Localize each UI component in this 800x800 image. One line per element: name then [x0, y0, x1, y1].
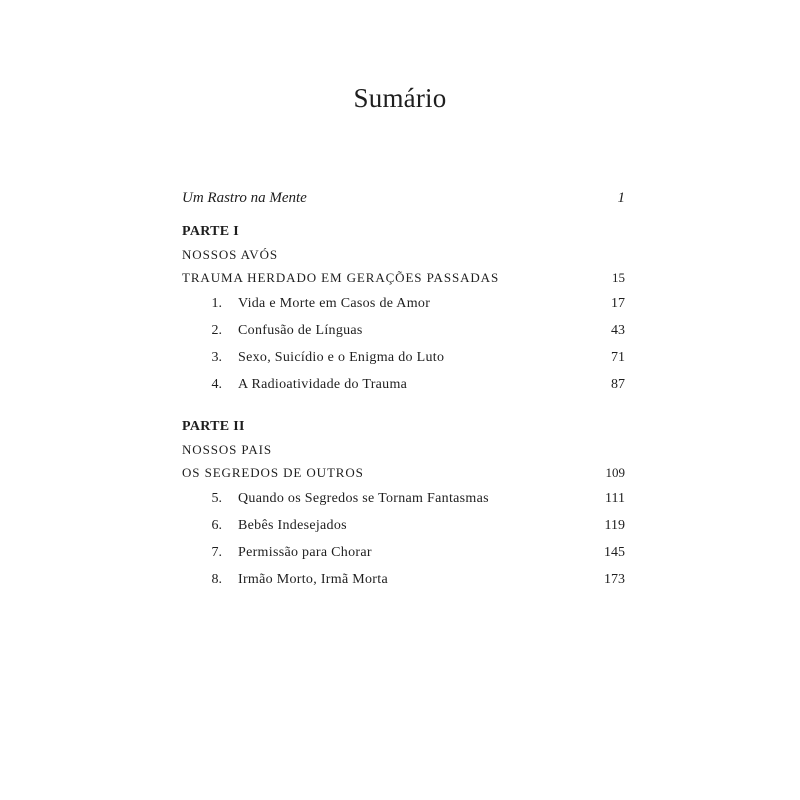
chapter-entry-8: [182, 566, 625, 593]
chapter-number: 4.: [211, 377, 222, 392]
intro-page-number: 1: [617, 190, 625, 206]
chapter-title: Bebês Indesejados: [238, 518, 347, 533]
chapter-entry-3: [182, 344, 625, 371]
chapter-title: A Radioatividade do Trauma: [238, 377, 408, 392]
intro-title: Um Rastro na Mente: [182, 190, 307, 206]
chapter-number: 8.: [211, 572, 222, 587]
part-1-theme: TRAUMA HERDADO EM GERAÇÕES PASSADAS: [182, 270, 500, 285]
part-2-theme-entry: [182, 464, 625, 482]
chapter-page-number: 87: [611, 377, 625, 392]
part-1-theme-page-number: 15: [612, 270, 625, 285]
chapter-title: Quando os Segredos se Tornam Fantasmas: [238, 491, 489, 506]
chapter-entry-6: [182, 512, 625, 539]
chapter-entry-7: [182, 539, 625, 566]
part-2: [182, 418, 625, 593]
part-2-theme-page-number: 109: [605, 465, 625, 480]
chapter-entry-5: [182, 485, 625, 512]
chapter-page-number: 71: [611, 350, 625, 365]
chapter-title: Permissão para Chorar: [238, 545, 372, 560]
part-1-heading: PARTE I: [182, 224, 239, 239]
chapter-number: 7.: [211, 545, 222, 560]
chapter-title: Sexo, Suicídio e o Enigma do Luto: [238, 350, 445, 365]
table-of-contents: [182, 185, 625, 593]
chapter-number: 5.: [211, 491, 222, 506]
part-1: [182, 223, 625, 398]
chapter-number: 3.: [211, 350, 222, 365]
part-2-theme: OS SEGREDOS DE OUTROS: [182, 465, 364, 480]
chapter-page-number: 173: [604, 572, 625, 587]
part-2-subtitle: NOSSOS PAIS: [182, 442, 272, 457]
page-title: Sumário: [353, 83, 447, 113]
part-1-subtitle: NOSSOS AVÓS: [182, 247, 279, 262]
chapter-title: Confusão de Línguas: [238, 323, 363, 338]
chapter-title: Vida e Morte em Casos de Amor: [238, 296, 431, 311]
chapter-page-number: 145: [604, 545, 625, 560]
chapter-entry-2: [182, 317, 625, 344]
part-2-heading: PARTE II: [182, 419, 245, 434]
chapter-title: Irmão Morto, Irmã Morta: [238, 572, 388, 587]
chapter-number: 1.: [211, 296, 222, 311]
chapter-page-number: 43: [611, 323, 625, 338]
part-1-theme-entry: [182, 269, 625, 287]
chapter-entry-1: [182, 290, 625, 317]
chapter-page-number: 17: [611, 296, 625, 311]
chapter-entry-4: [182, 371, 625, 398]
toc-entry-intro: [182, 185, 625, 211]
chapter-page-number: 119: [604, 518, 625, 533]
chapter-page-number: 111: [605, 491, 625, 506]
chapter-number: 2.: [211, 323, 222, 338]
chapter-number: 6.: [211, 518, 222, 533]
